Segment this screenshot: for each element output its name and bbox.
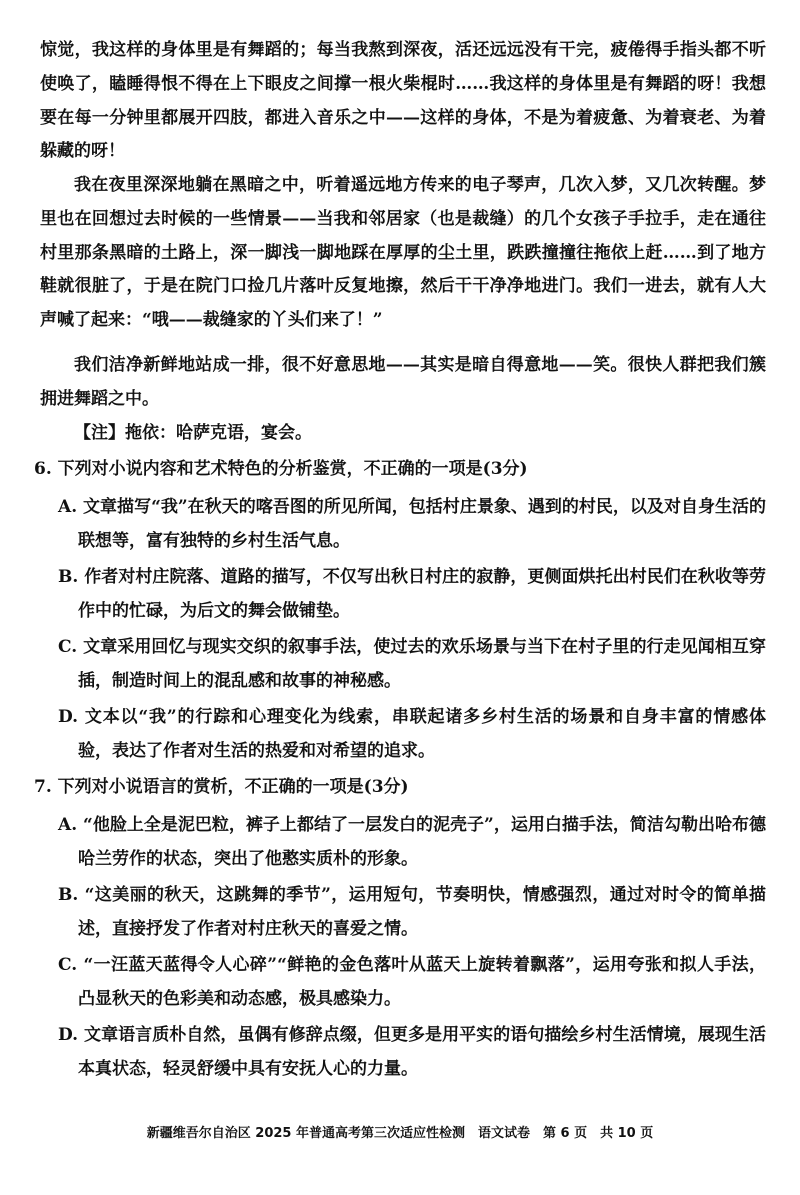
question-7-option-d: D. 文章语言质朴自然，虽偶有修辞点缀，但更多是用平实的语句描绘乡村生活情境，展现生活本真状态，轻灵舒缓中具有安抚人心的力量。	[58, 1025, 766, 1079]
question-6-stem: 6. 下列对小说内容和艺术特色的分析鉴赏，不正确的一项是(3分)	[34, 459, 528, 479]
question-6-option-b: B. 作者对村庄院落、道路的描写，不仅写出秋日村庄的寂静，更侧面烘托出村民们在秋收等劳作中的忙碌，为后文的舞会做铺垫。	[58, 567, 766, 621]
question-7-option-a: A. “他脸上全是泥巴粒，裤子上都结了一层发白的泥壳子”，运用白描手法，简洁勾勒出哈布德哈兰劳作的状态，突出了他憨实质朴的形象。	[58, 815, 766, 869]
question-6-option-d: D. 文本以“我”的行踪和心理变化为线索，串联起诸多乡村生活的场景和自身丰富的情感体验，表达了作者对生活的热爱和对希望的追求。	[58, 707, 766, 761]
passage-note: 【注】拖依：哈萨克语，宴会。	[74, 423, 312, 443]
question-7-option-c: C. “一汪蓝天蓝得令人心碎”“鲜艳的金色落叶从蓝天上旋转着飘落”，运用夸张和拟人手法，凸显秋天的色彩美和动态感，极具感染力。	[58, 955, 766, 1009]
question-7-option-b: B. “这美丽的秋天，这跳舞的季节”，运用短句，节奏明快，情感强烈，通过对时令的简单描述，直接抒发了作者对村庄秋天的喜爱之情。	[58, 885, 766, 939]
passage-paragraph-2: 我在夜里深深地躺在黑暗之中，听着遥远地方传来的电子琴声，几次入梦，又几次转醒。梦里也在回想过去时候的一些情景——当我和邻居家（也是裁缝）的几个女孩子手拉手，走在通往村里那条黑暗的土路上，深一脚浅一脚地踩在厚厚的尘土里，跌跌撞撞往拖依上赶……到了地方鞋就很脏了，于是在院门口捡几片落叶反复地擦，然后干干净净地进门。我们一进去，就有人大声喊了起来：“哦——裁缝家的丫头们来了！”	[40, 175, 766, 331]
question-7-stem: 7. 下列对小说语言的赏析，不正确的一项是(3分)	[34, 777, 409, 797]
page-footer: 新疆维吾尔自治区 2025 年普通高考第三次适应性检测 语文试卷 第 6 页 共 10 页	[146, 1126, 654, 1141]
passage-paragraph-1: 惊觉，我这样的身体里是有舞蹈的；每当我熬到深夜，活还远远没有干完，疲倦得手指头都不听使唤了，瞌睡得恨不得在上下眼皮之间撑一根火柴棍时……我这样的身体里是有舞蹈的呀！我想要在每一分钟里都展开四肢，都进入音乐之中——这样的身体，不是为着疲惫、为着衰老、为着躲藏的呀！	[40, 40, 766, 162]
passage-paragraph-3: 我们洁净新鲜地站成一排，很不好意思地——其实是暗自得意地——笑。很快人群把我们簇拥进舞蹈之中。	[40, 355, 766, 409]
question-6-option-a: A. 文章描写“我”在秋天的喀吾图的所见所闻，包括村庄景象、遇到的村民，以及对自身生活的联想等，富有独特的乡村生活气息。	[58, 497, 766, 551]
question-6-option-c: C. 文章采用回忆与现实交织的叙事手法，使过去的欢乐场景与当下在村子里的行走见闻相互穿插，制造时间上的混乱感和故事的神秘感。	[58, 637, 766, 691]
